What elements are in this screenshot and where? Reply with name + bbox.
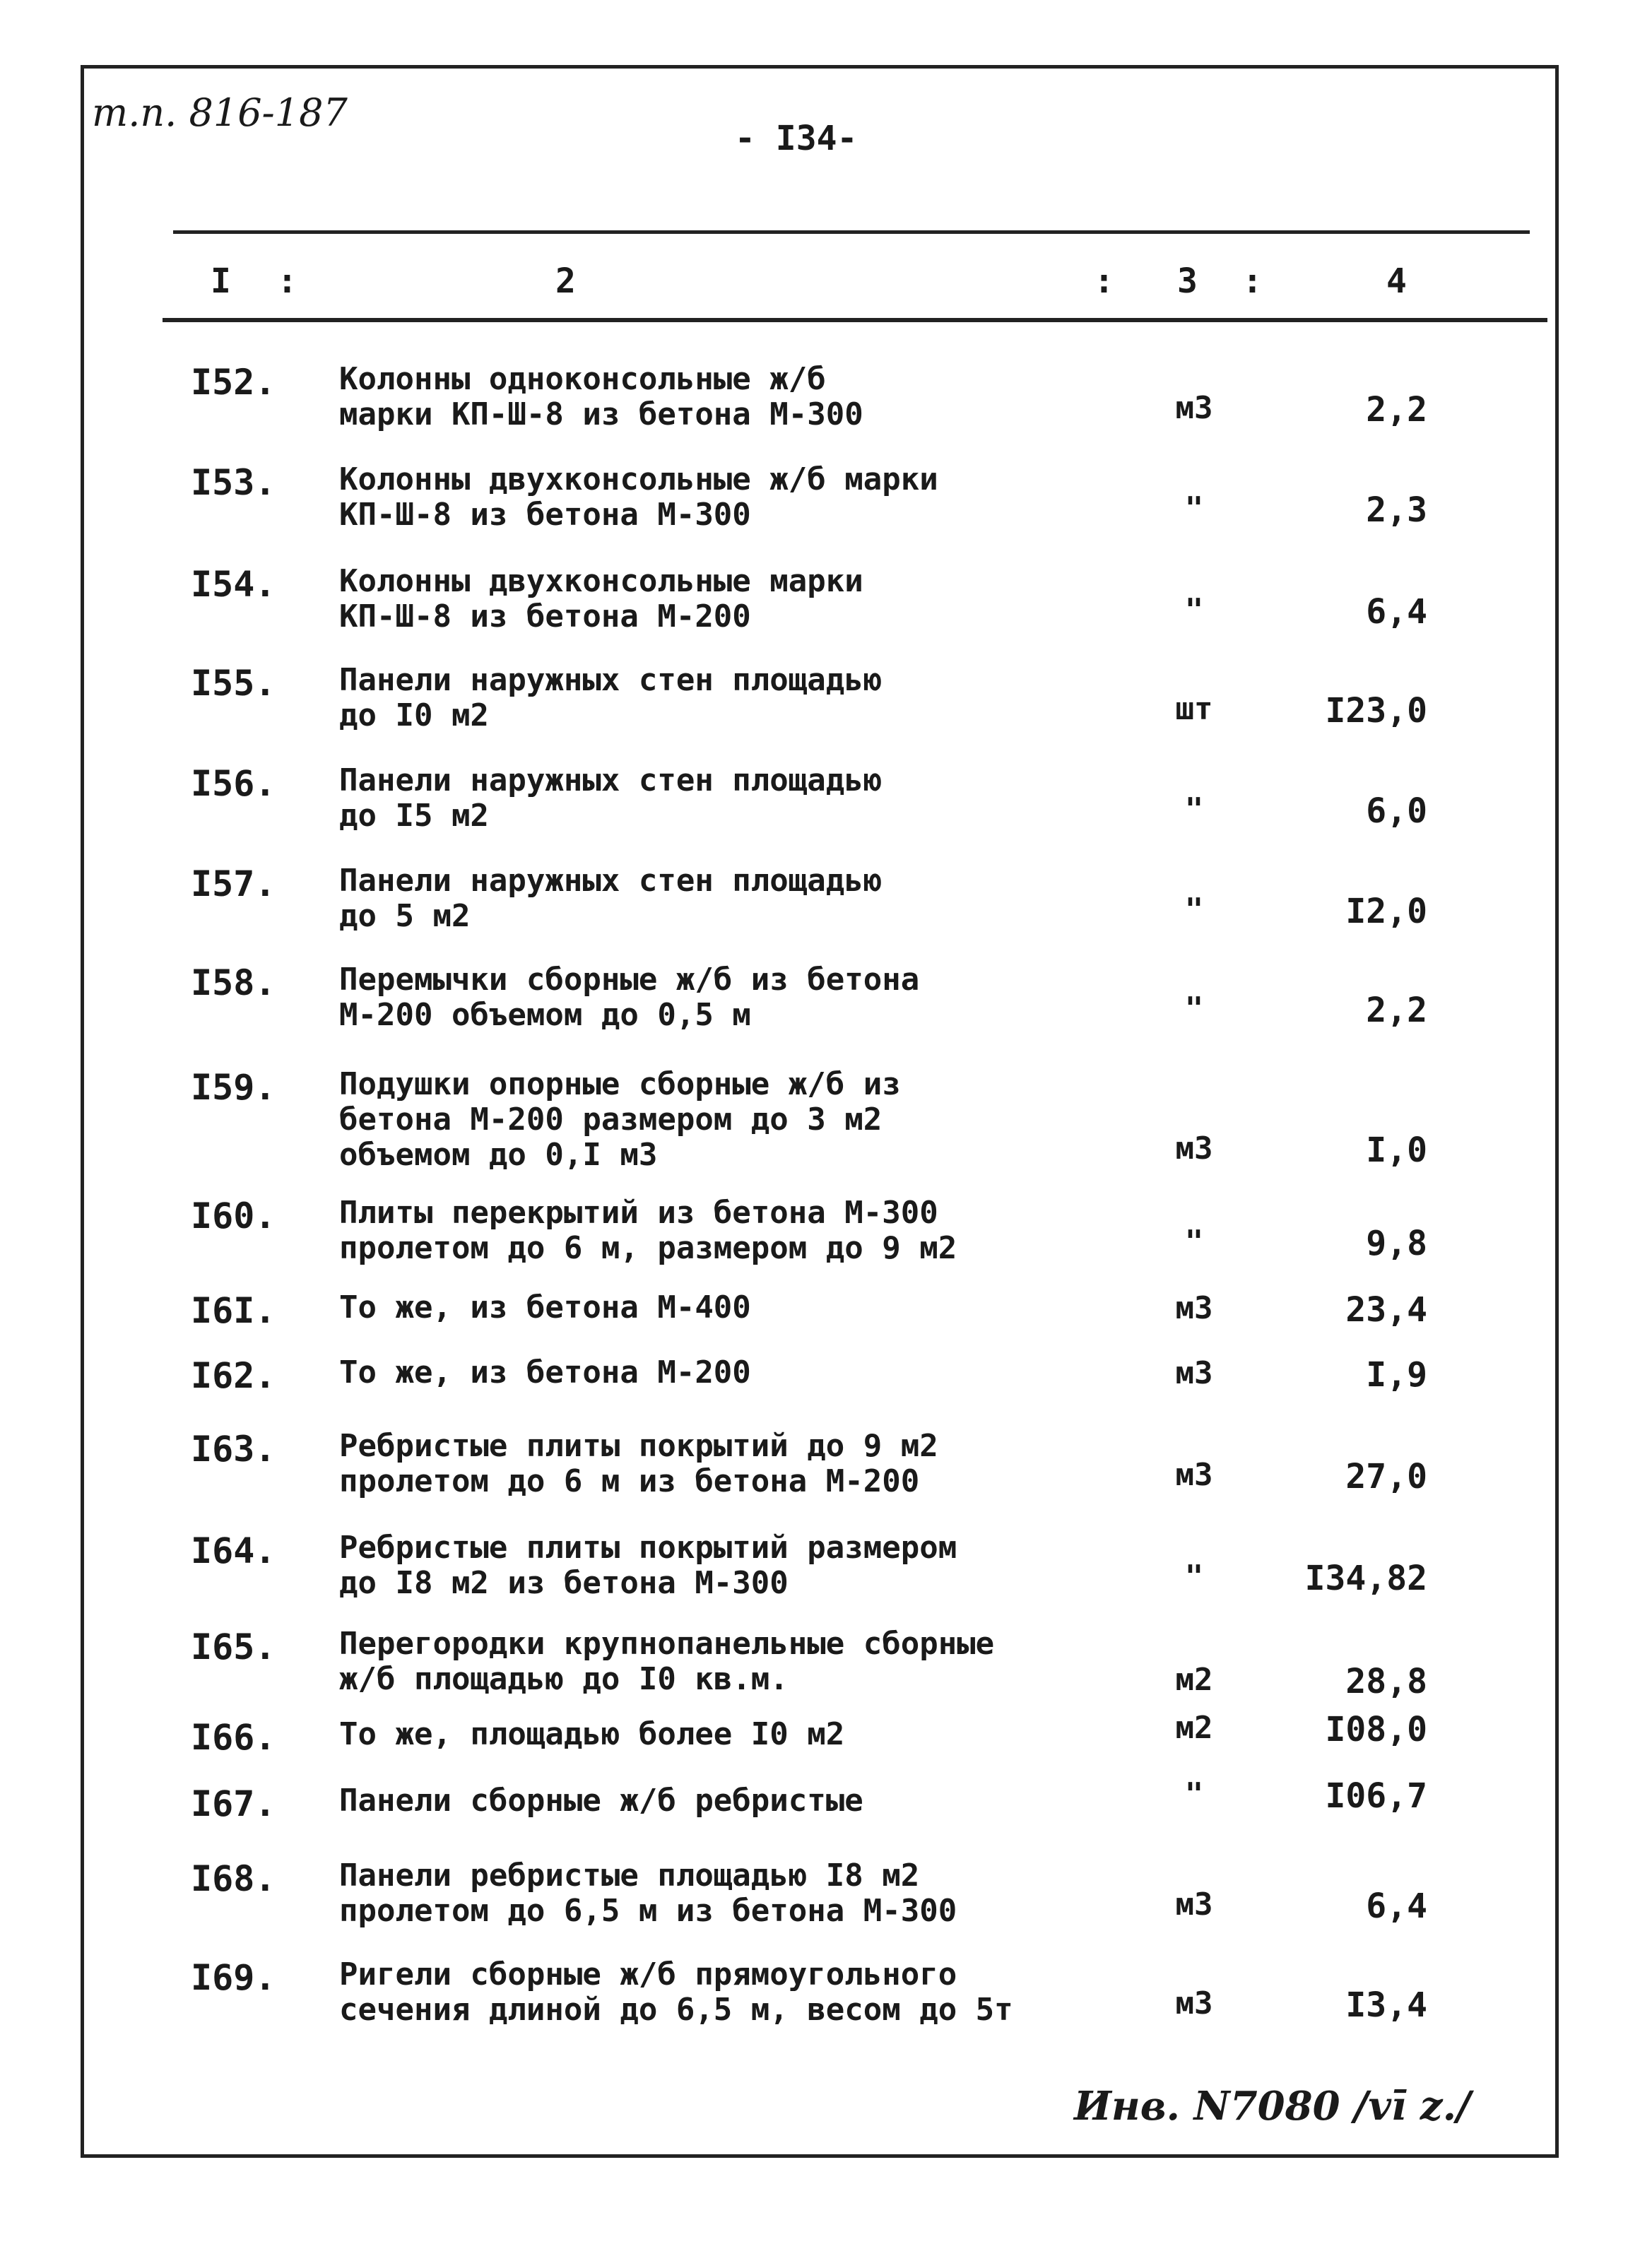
row-quantity: 2,3: [1366, 490, 1427, 530]
col-header-4: 4: [1386, 261, 1407, 301]
row-quantity: 28,8: [1345, 1662, 1427, 1701]
col-header-1: I: [211, 261, 231, 301]
row-number: I52.: [191, 362, 276, 403]
page-number: - I34-: [735, 119, 858, 158]
description-line: Перемычки сборные ж/б из бетона: [339, 962, 920, 998]
row-quantity: I08,0: [1325, 1710, 1427, 1749]
row-description: [339, 663, 1131, 733]
description-line: до 5 м2: [339, 898, 471, 934]
row-number: I58.: [191, 962, 276, 1003]
header-top-rule: [173, 230, 1530, 234]
row-number: I60.: [191, 1195, 276, 1236]
row-quantity: I06,7: [1325, 1776, 1427, 1816]
description-line: Перегородки крупнопанельные сборные: [339, 1626, 995, 1662]
row-unit: м3: [1175, 1457, 1213, 1493]
col-separator: :: [1094, 261, 1114, 301]
description-line: объемом до 0,I м3: [339, 1137, 658, 1173]
description-line: Ригели сборные ж/б прямоугольного: [339, 1956, 957, 1992]
row-unit: ": [1184, 592, 1204, 628]
description-line: Панели наружных стен площадью: [339, 863, 883, 899]
row-number: I53.: [191, 462, 276, 503]
description-line: Плиты перекрытий из бетона М-300: [339, 1195, 938, 1231]
description-line: Подушки опорные сборные ж/б из: [339, 1066, 901, 1102]
description-line: бетона М-200 размером до 3 м2: [339, 1102, 883, 1138]
description-line: пролетом до 6 м из бетона М-200: [339, 1463, 920, 1499]
row-unit: ": [1184, 791, 1204, 827]
col-header-2: 2: [555, 261, 576, 301]
row-quantity: 6,4: [1366, 1886, 1427, 1926]
row-description: [339, 462, 1131, 533]
row-unit: ": [1184, 892, 1204, 928]
row-number: I59.: [191, 1067, 276, 1108]
description-line: Панели наружных стен площадью: [339, 662, 883, 698]
row-description: [339, 1429, 1131, 1499]
row-description: [339, 1957, 1131, 2028]
row-description: [339, 1290, 1131, 1325]
description-line: Панели наружных стен площадью: [339, 762, 883, 798]
description-line: Колонны двухконсольные ж/б марки: [339, 461, 938, 497]
row-unit: м3: [1175, 1355, 1213, 1391]
description-line: То же, площадью более I0 м2: [339, 1716, 845, 1752]
row-unit: м3: [1175, 1130, 1213, 1167]
row-number: I56.: [191, 763, 276, 804]
row-number: I69.: [191, 1957, 276, 1998]
row-number: I68.: [191, 1858, 276, 1899]
description-line: Ребристые плиты покрытий до 9 м2: [339, 1428, 938, 1464]
description-line: ж/б площадью до I0 кв.м.: [339, 1661, 789, 1697]
col-header-3: 3: [1177, 261, 1198, 301]
row-unit: м3: [1175, 1290, 1213, 1326]
row-description: [339, 863, 1131, 934]
row-description: [339, 962, 1131, 1033]
description-line: пролетом до 6,5 м из бетона М-300: [339, 1893, 957, 1929]
row-unit: ": [1184, 1559, 1204, 1595]
description-line: Ребристые плиты покрытий размером: [339, 1530, 957, 1566]
description-line: Панели сборные ж/б ребристые: [339, 1783, 863, 1819]
row-number: I6I.: [191, 1290, 276, 1331]
row-description: [339, 1783, 1131, 1819]
row-quantity: I2,0: [1345, 892, 1427, 931]
row-unit: шт: [1175, 691, 1213, 727]
row-number: I54.: [191, 564, 276, 605]
row-description: [339, 564, 1131, 634]
row-unit: ": [1184, 1224, 1204, 1260]
row-description: [339, 1858, 1131, 1929]
description-line: сечения длиной до 6,5 м, весом до 5т: [339, 1992, 1013, 2028]
description-line: пролетом до 6 м, размером до 9 м2: [339, 1230, 957, 1266]
row-number: I66.: [191, 1717, 276, 1758]
description-line: Колонны одноконсольные ж/б: [339, 361, 826, 397]
description-line: до I8 м2 из бетона М-300: [339, 1565, 789, 1601]
row-unit: ": [1184, 490, 1204, 526]
row-quantity: 6,4: [1366, 592, 1427, 632]
description-line: Колонны двухконсольные марки: [339, 563, 863, 599]
description-line: до I5 м2: [339, 798, 489, 834]
document-reference: т.п. 816-187: [92, 90, 348, 135]
row-description: [339, 362, 1131, 432]
row-description: [339, 1626, 1131, 1697]
row-unit: ": [1184, 1776, 1204, 1812]
description-line: до I0 м2: [339, 697, 489, 733]
description-line: марки КП-Ш-8 из бетона М-300: [339, 396, 863, 432]
row-description: [339, 1717, 1131, 1752]
row-unit: м3: [1175, 390, 1213, 426]
description-line: КП-Ш-8 из бетона М-300: [339, 497, 751, 533]
row-number: I63.: [191, 1429, 276, 1470]
row-number: I62.: [191, 1355, 276, 1396]
row-number: I64.: [191, 1530, 276, 1571]
row-number: I67.: [191, 1783, 276, 1824]
row-unit: м2: [1175, 1662, 1213, 1698]
row-unit: м3: [1175, 1886, 1213, 1923]
description-line: КП-Ш-8 из бетона М-200: [339, 598, 751, 634]
description-line: То же, из бетона М-200: [339, 1354, 751, 1390]
col-separator: :: [277, 261, 297, 301]
row-description: [339, 1067, 1131, 1173]
row-unit: м3: [1175, 1985, 1213, 2021]
inventory-note: Инв. N7080 /vī z./: [1074, 2083, 1471, 2130]
row-unit: ": [1184, 991, 1204, 1027]
row-description: [339, 1530, 1131, 1601]
row-quantity: 2,2: [1366, 991, 1427, 1030]
row-quantity: I34,82: [1304, 1559, 1427, 1598]
row-quantity: 9,8: [1366, 1224, 1427, 1263]
row-description: [339, 1355, 1131, 1390]
row-number: I65.: [191, 1626, 276, 1667]
row-description: [339, 1195, 1131, 1266]
row-quantity: 27,0: [1345, 1457, 1427, 1496]
description-line: М-200 объемом до 0,5 м: [339, 997, 751, 1033]
description-line: Панели ребристые площадью I8 м2: [339, 1858, 920, 1894]
row-quantity: I3,4: [1345, 1985, 1427, 2025]
row-quantity: 6,0: [1366, 791, 1427, 831]
row-description: [339, 763, 1131, 834]
row-unit: м2: [1175, 1710, 1213, 1746]
description-line: То же, из бетона М-400: [339, 1289, 751, 1325]
row-quantity: 23,4: [1345, 1290, 1427, 1330]
col-separator: :: [1242, 261, 1263, 301]
row-quantity: 2,2: [1366, 390, 1427, 430]
row-quantity: I23,0: [1325, 691, 1427, 731]
row-quantity: I,9: [1366, 1355, 1427, 1395]
row-number: I55.: [191, 663, 276, 704]
row-quantity: I,0: [1366, 1130, 1427, 1170]
header-bottom-rule: [163, 318, 1547, 322]
row-number: I57.: [191, 863, 276, 904]
